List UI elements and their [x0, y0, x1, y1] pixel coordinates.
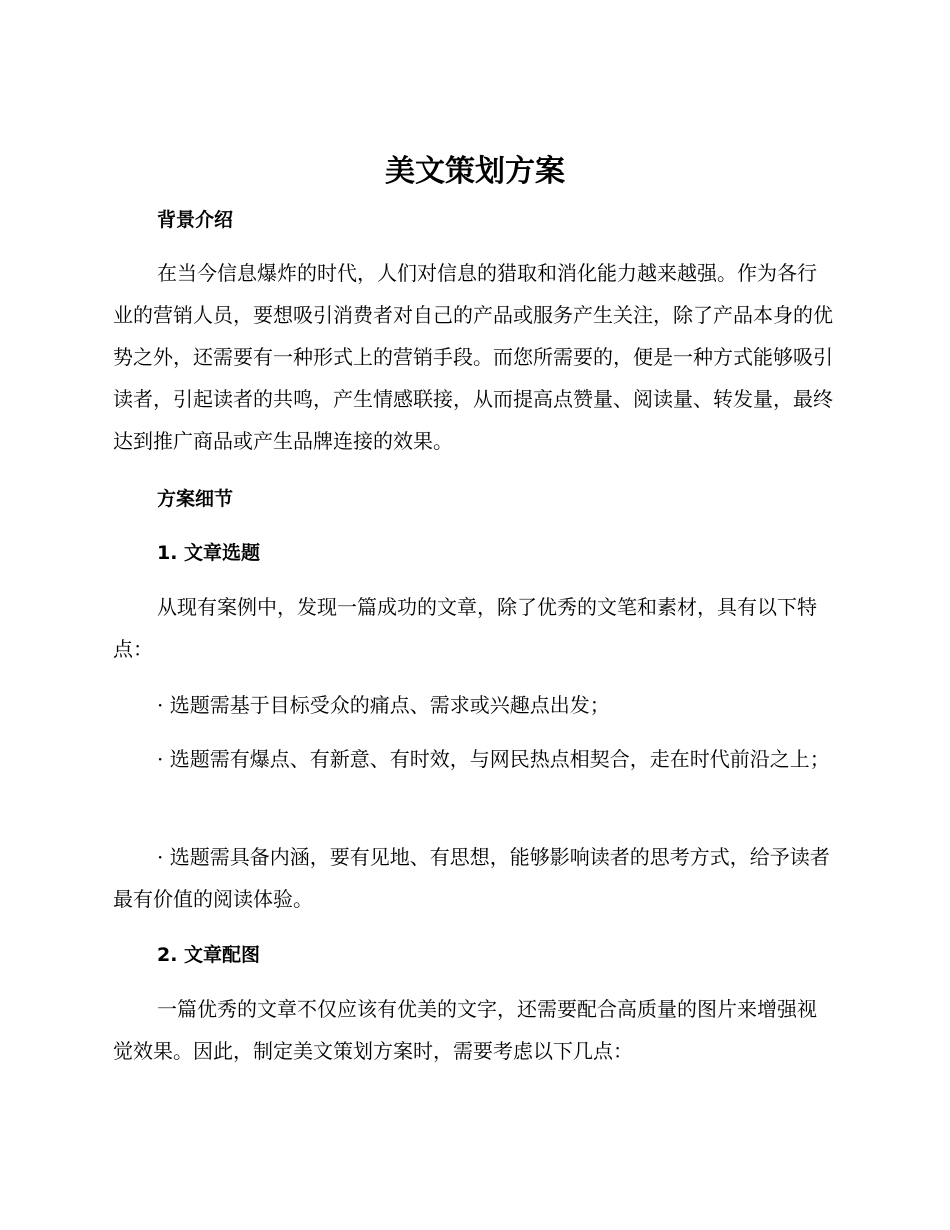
document-title: 美文策划方案 — [385, 154, 565, 189]
subheading-topic: 1. 文章选题 — [157, 542, 261, 564]
topic-bullet-1: · 选题需基于目标受众的痛点、需求或兴趣点出发； — [157, 693, 610, 717]
background-paragraph: 在当今信息爆炸的时代，人们对信息的猎取和消化能力越来越强。作为各行业的营销人员，要想吸引消费者对自己的产品或服务产生关注，除了产品本身的优势之外，还需要有一种形式上的营销手段。而您所需要的，便是一种方式能够吸引读者，引起读者的共鸣，产生情感联接，从而提高点赞量、阅读量、转发量，最终达到推广商品或产生品牌连接的效果。 — [113, 261, 833, 453]
topic-bullet-2: · 选题需有爆点、有新意、有时效，与网民热点相契合，走在时代前沿之上； — [157, 747, 830, 771]
images-intro-paragraph: 一篇优秀的文章不仅应该有优美的文字，还需要配合高质量的图片来增强视觉效果。因此，制定美文策划方案时，需要考虑以下几点： — [113, 997, 817, 1063]
topic-bullet-3: · 选题需具备内涵，要有见地、有思想，能够影响读者的思考方式，给予读者最有价值的阅读体验。 — [113, 845, 830, 911]
section-heading-details: 方案细节 — [157, 488, 234, 510]
section-heading-background: 背景介绍 — [157, 209, 234, 231]
subheading-images: 2. 文章配图 — [157, 944, 261, 966]
topic-intro-paragraph: 从现有案例中，发现一篇成功的文章，除了优秀的文笔和素材，具有以下特点： — [113, 595, 817, 661]
